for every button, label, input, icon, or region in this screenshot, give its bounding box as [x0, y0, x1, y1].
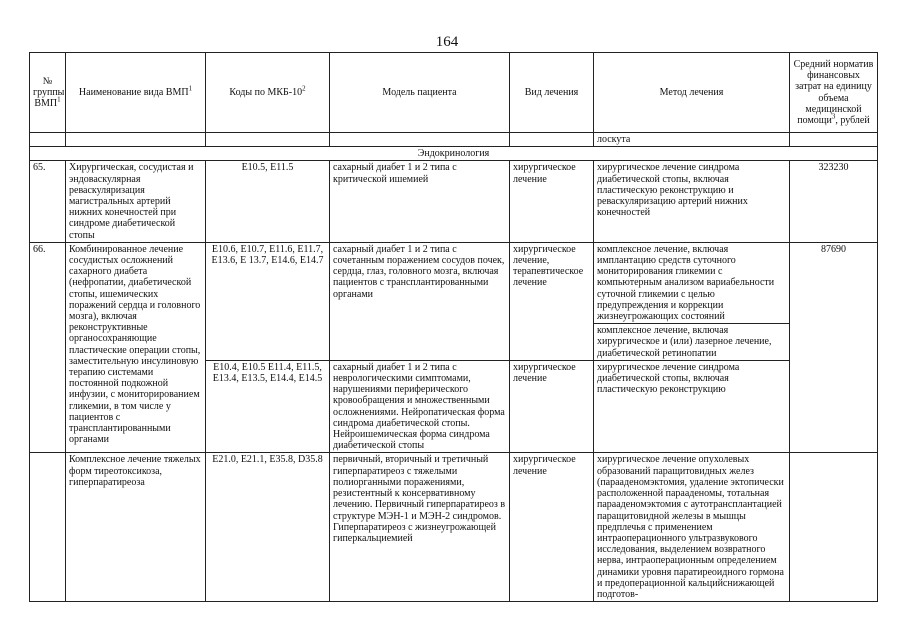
cost — [790, 453, 878, 602]
section-title: Эндокринология — [30, 147, 878, 161]
treatment-type: хирургическое лечение, терапевтическое лечение — [510, 242, 594, 360]
icd-codes: E10.6, E10.7, E11.6, E11.7, E13.6, E 13.7, E14.6, E14.7 — [206, 242, 330, 360]
header-cost: Средний норматив финансовых затрат на единицу объема медицинской помощи$^3$, рублей — [790, 53, 878, 133]
cont-cell — [330, 133, 510, 147]
header-codes: Коды по МКБ-$10^2$ — [206, 53, 330, 133]
icd-codes: E21.0, E21.1, E35.8, D35.8 — [206, 453, 330, 602]
continuation-row — [30, 133, 878, 147]
vmp-name: Комплексное лечение тяжелых форм тиреотоксикоза, гиперпаратиреоза — [66, 453, 206, 602]
table-row — [30, 242, 878, 323]
group-number: 66. — [30, 242, 66, 453]
group-number — [30, 453, 66, 602]
icd-codes: E10.5, E11.5 — [206, 161, 330, 242]
header-method: Метод лечения — [594, 53, 790, 133]
cont-cell — [790, 133, 878, 147]
vmp-name: Хирургическая, сосудистая и эндоваскулярная реваскуляризация магистральных артерий нижних конечностей при синдроме диабетической стопы — [66, 161, 206, 242]
treatment-method: комплексное лечение, включая имплантацию средств суточного мониторирования гликемии с компьютерным анализом вариабельности суточной гликемии с целью предупреждения и коррекции жизнеугрожающих состояний — [594, 242, 790, 323]
table-row — [30, 161, 878, 242]
cont-cell — [30, 133, 66, 147]
treatment-method: хирургическое лечение опухолевых образований паращитовидных желез (парааденомэктомия, удаление эктопически расположенной парааденомы, тотальная парааденомэктомия с аутотрансплантацией паращитовидной железы в мышцы предплечья с применением интраоперационного ультразвукового исследования, выделением возвратного нерва, интраоперационным определением динамики уровня паратиреоидного гормона и предоперационной кальцийснижающей подготов- — [594, 453, 790, 602]
cost: 323230 — [790, 161, 878, 242]
patient-model: сахарный диабет 1 и 2 типа с критической ишемией — [330, 161, 510, 242]
patient-model: сахарный диабет 1 и 2 типа с сочетанным поражением сосудов почек, сердца, глаз, головного мозга, включая пациентов с трансплантированными органами — [330, 242, 510, 360]
patient-model: сахарный диабет 1 и 2 типа с неврологическими симптомами, нарушениями периферического кровообращения и множественными осложнениями. Нейропатическая форма синдрома диабетической стопы. Нейроишемическая форма синдрома диабетической стопы — [330, 360, 510, 453]
treatment-type: хирургическое лечение — [510, 453, 594, 602]
section-row — [30, 147, 878, 161]
header-row — [30, 53, 878, 133]
header-type: Вид лечения — [510, 53, 594, 133]
cont-cell — [510, 133, 594, 147]
treatment-type: хирургическое лечение — [510, 161, 594, 242]
group-number: 65. — [30, 161, 66, 242]
vmp-name: Комбинированное лечение сосудистых осложнений сахарного диабета (нефропатии, диабетической стопы, ишемических поражений сердца и головного мозга), включая реконструктивные органосохраняющие пластические операции стопы, заместительную инсулиновую терапию системами постоянной подкожной инфузии, с мониторированием гликемии, в том числе у пациентов с трансплантированными органами — [66, 242, 206, 453]
header-model: Модель пациента — [330, 53, 510, 133]
header-group-no: № группы ВМП$^1$ — [30, 53, 66, 133]
vmp-table — [29, 52, 878, 602]
icd-codes: E10.4, E10.5 E11.4, E11.5, E13.4, E13.5, E14.4, E14.5 — [206, 360, 330, 453]
treatment-method: хирургическое лечение синдрома диабетической стопы, включая пластическую реконструкцию и реваскуляризацию артерий нижних конечностей — [594, 161, 790, 242]
cost: 87690 — [790, 242, 878, 453]
cont-cell — [66, 133, 206, 147]
patient-model: первичный, вторичный и третичный гиперпаратиреоз с тяжелыми полиорганными поражениями, резистентный к консервативному лечению. Первичный гиперпаратиреоз в структуре МЭН-1 и МЭН-2 синдромов. Гиперпаратиреоз с жизнеугрожающей гиперкальциемией — [330, 453, 510, 602]
treatment-type: хирургическое лечение — [510, 360, 594, 453]
page-number: 164 — [435, 34, 459, 50]
cont-cell — [206, 133, 330, 147]
treatment-method: комплексное лечение, включая хирургическое и (или) лазерное лечение, диабетической ретинопатии — [594, 324, 790, 361]
cont-method: лоскута — [594, 133, 790, 147]
header-name: Наименование вида ВМП$^1$ — [66, 53, 206, 133]
treatment-method: хирургическое лечение синдрома диабетической стопы, включая пластическую реконструкцию — [594, 360, 790, 453]
table-row — [30, 453, 878, 602]
